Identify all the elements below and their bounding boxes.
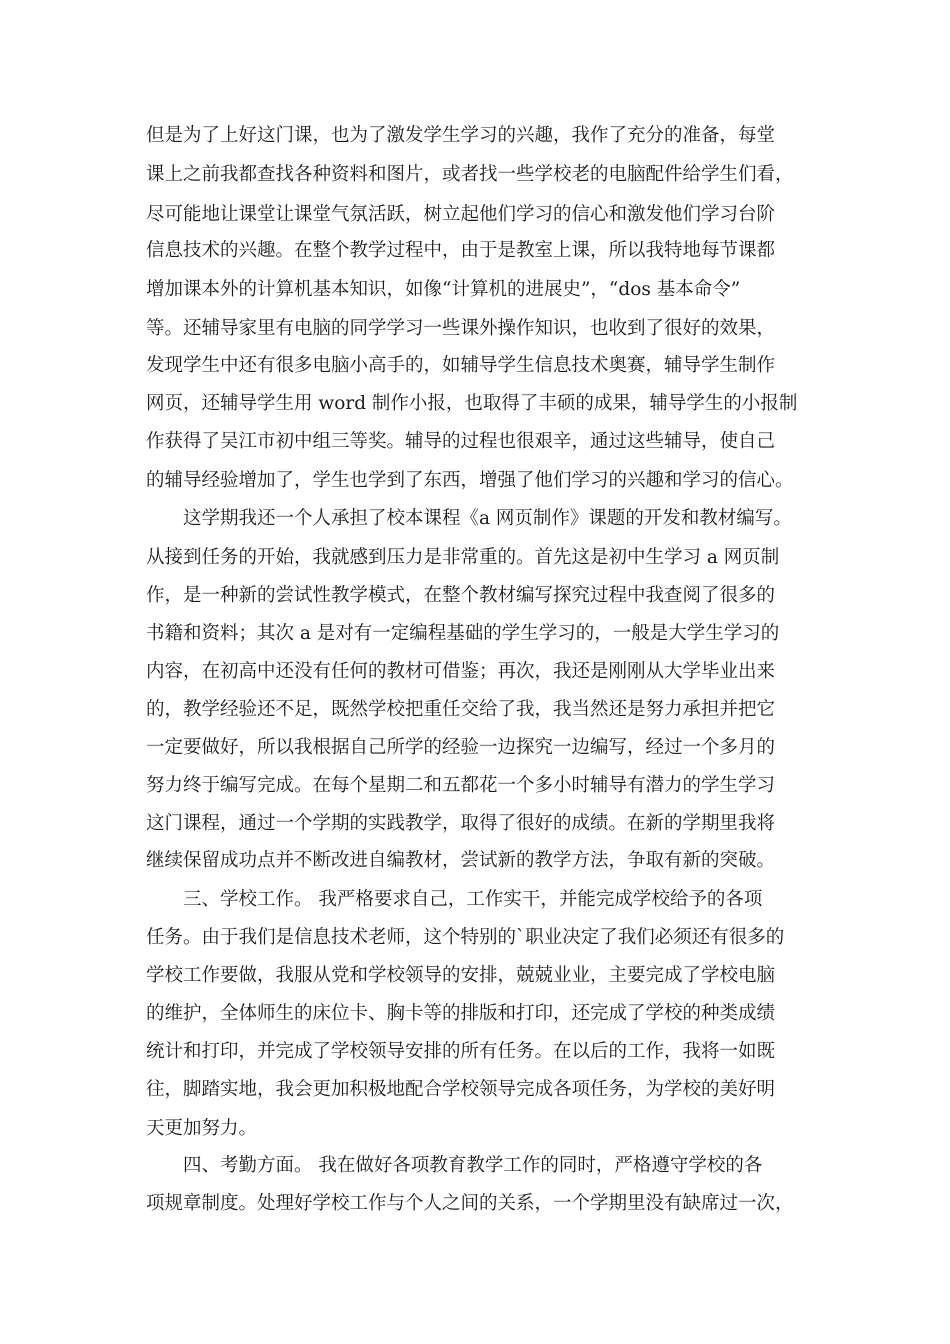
text-line: 统计和打印，并完成了学校领导安排的所有任务。在以后的工作，我将一如既	[146, 1041, 776, 1062]
text-line: 往，脚踏实地，我会更加积极地配合学校领导完成各项任务，为学校的美好明	[146, 1079, 776, 1100]
text-line: 学校工作要做，我服从党和学校领导的安排，兢兢业业，主要完成了学校电脑	[146, 965, 776, 986]
text-line: 这门课程，通过一个学期的实践教学，取得了很好的成绩。在新的学期里我将	[146, 813, 776, 834]
text-line: 项规章制度。处理好学校工作与个人之间的关系，一个学期里没有缺席过一次，	[146, 1193, 794, 1214]
text-line: 内容，在初高中还没有任何的教材可借鉴；再次，我还是刚刚从大学毕业出来	[146, 661, 776, 682]
text-line: 尽可能地让课堂让课堂气氛活跃，树立起他们学习的信心和激发他们学习台阶	[146, 204, 776, 225]
text-line: 努力终于编写完成。在每个星期二和五都花一个多小时辅导有潜力的学生学习	[146, 775, 776, 796]
text-line: 等。还辅导家里有电脑的同学学习一些课外操作知识，也收到了很好的效果，	[146, 318, 776, 339]
text-line: 增加课本外的计算机基本知识，如像“计算机的进展史”，“dos 基本命令”	[146, 279, 741, 300]
text-line: 一定要做好，所以我根据自己所学的经验一边探究一边编写，经过一个多月的	[146, 737, 776, 758]
text-line: 的维护，全体师生的床位卡、胸卡等的排版和打印，还完成了学校的种类成绩	[146, 1003, 776, 1024]
text-line: 的辅导经验增加了，学生也学到了东西，增强了他们学习的兴趣和学习的信心。	[146, 470, 794, 491]
section-heading-line: 三、学校工作。 我严格要求自己，工作实干，并能完成学校给予的各项	[183, 889, 763, 910]
text-line: 课上之前我都查找各种资料和图片，或者找一些学校老的电脑配件给学生们看，	[146, 164, 794, 185]
text-line: 继续保留成功点并不断改进自编教材，尝试新的教学方法，争取有新的突破。	[146, 850, 776, 871]
text-line: 天更加努力。	[146, 1118, 258, 1139]
text-line: 的，教学经验还不足，既然学校把重任交给了我，我当然还是努力承担并把它	[146, 699, 776, 720]
text-line: 作获得了吴江市初中组三等奖。辅导的过程也很艰辛，通过这些辅导，使自己	[146, 431, 776, 452]
section-heading-line: 四、考勤方面。 我在做好各项教育教学工作的同时，严格遵守学校的各	[183, 1155, 763, 1176]
text-line: 但是为了上好这门课，也为了激发学生学习的兴趣，我作了充分的准备，每堂	[146, 125, 776, 146]
text-line: 从接到任务的开始，我就感到压力是非常重的。首先这是初中生学习 a 网页制	[146, 547, 780, 568]
text-line: 信息技术的兴趣。在整个教学过程中，由于是教室上课，所以我特地每节课都	[146, 240, 776, 261]
text-line: 书籍和资料；其次 a 是对有一定编程基础的学生学习的，一般是大学生学习的	[146, 623, 780, 644]
text-line: 作，是一种新的尝试性教学模式，在整个教材编写探究过程中我查阅了很多的	[146, 585, 776, 606]
paragraph-first-line: 这学期我还一个人承担了校本课程《a 网页制作》课题的开发和教材编写。	[183, 508, 792, 529]
text-line: 任务。由于我们是信息技术老师，这个特别的`职业决定了我们必须还有很多的	[146, 927, 785, 948]
text-line: 发现学生中还有很多电脑小高手的，如辅导学生信息技术奥赛，辅导学生制作	[146, 355, 776, 376]
text-line: 网页，还辅导学生用 word 制作小报，也取得了丰硕的成果，辅导学生的小报制	[146, 393, 798, 414]
